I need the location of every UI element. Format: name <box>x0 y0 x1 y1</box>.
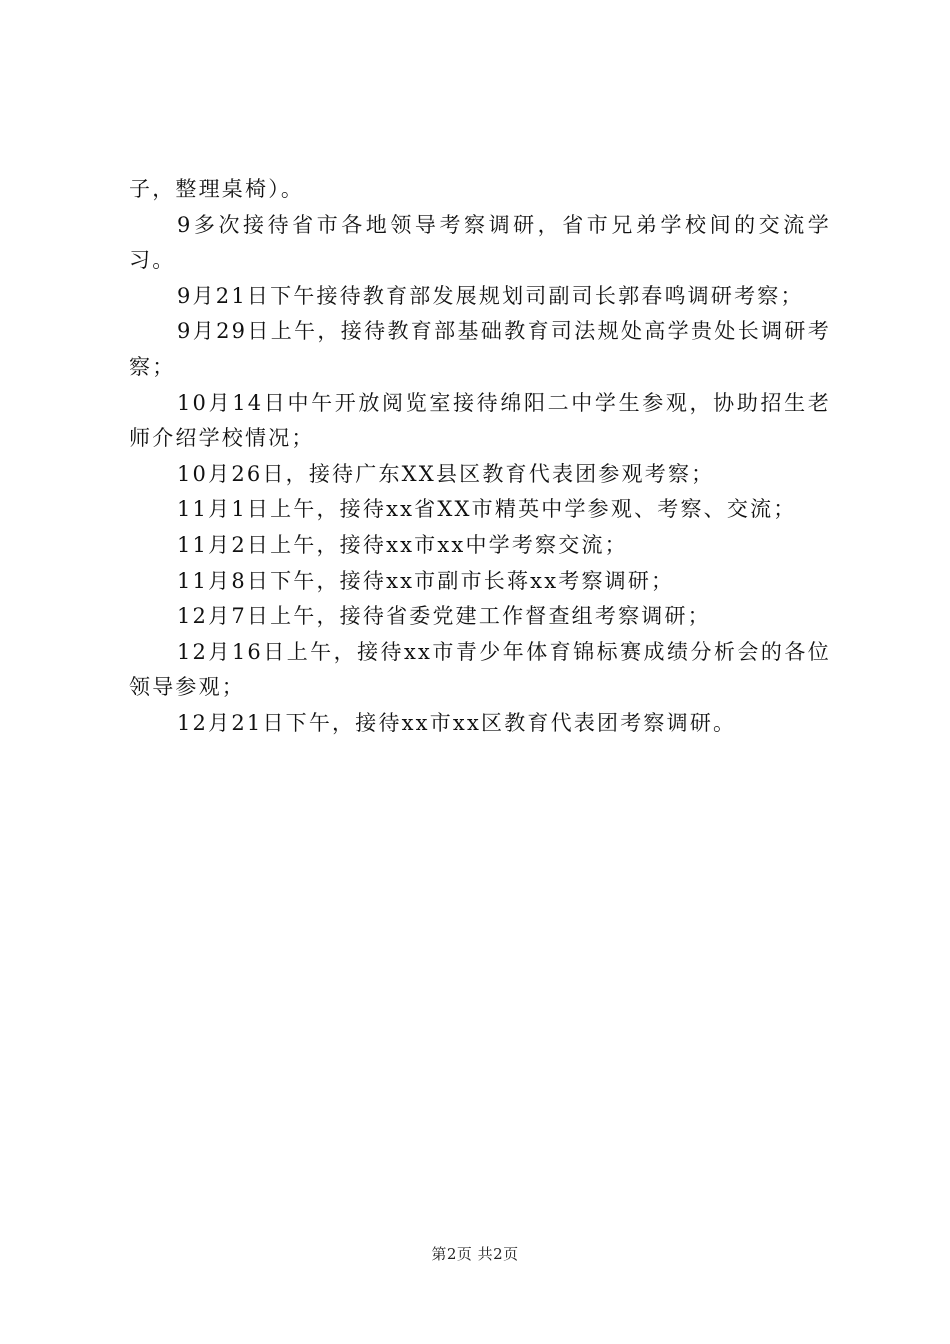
paragraph-visits-summary: 9多次接待省市各地领导考察调研，省市兄弟学校间的交流学习。 <box>129 212 831 273</box>
paragraph-nov-8: 11月8日下午，接待xx市副市长蒋xx考察调研； <box>177 568 675 593</box>
paragraph-dec-16: 12月16日上午，接待xx市青少年体育锦标赛成绩分析会的各位领导参观； <box>129 639 831 700</box>
paragraph-dec-21: 12月21日下午，接待xx市xx区教育代表团考察调研。 <box>177 710 737 735</box>
paragraph-continuation: 子，整理桌椅）。 <box>129 177 305 201</box>
document-body <box>129 172 831 742</box>
paragraph-oct-14: 10月14日中午开放阅览室接待绵阳二中学生参观，协助招生老师介绍学校情况； <box>129 390 831 451</box>
paragraph-sep-21: 9月21日下午接待教育部发展规划司副司长郭春鸣调研考察； <box>177 283 804 308</box>
paragraph-oct-26: 10月26日，接待广东XX县区教育代表团参观考察； <box>177 461 715 486</box>
paragraph-nov-1: 11月1日上午，接待xx省XX市精英中学参观、考察、交流； <box>177 497 797 522</box>
paragraph-nov-2: 11月2日上午，接待xx市xx中学考察交流； <box>177 532 628 557</box>
page-number-footer: 第2页 共2页 <box>431 1245 519 1263</box>
paragraph-sep-29: 9月29日上午，接待教育部基础教育司法规处高学贵处长调研考察； <box>129 319 831 379</box>
paragraph-dec-7: 12月7日上午，接待省委党建工作督查组考察调研； <box>177 604 711 629</box>
